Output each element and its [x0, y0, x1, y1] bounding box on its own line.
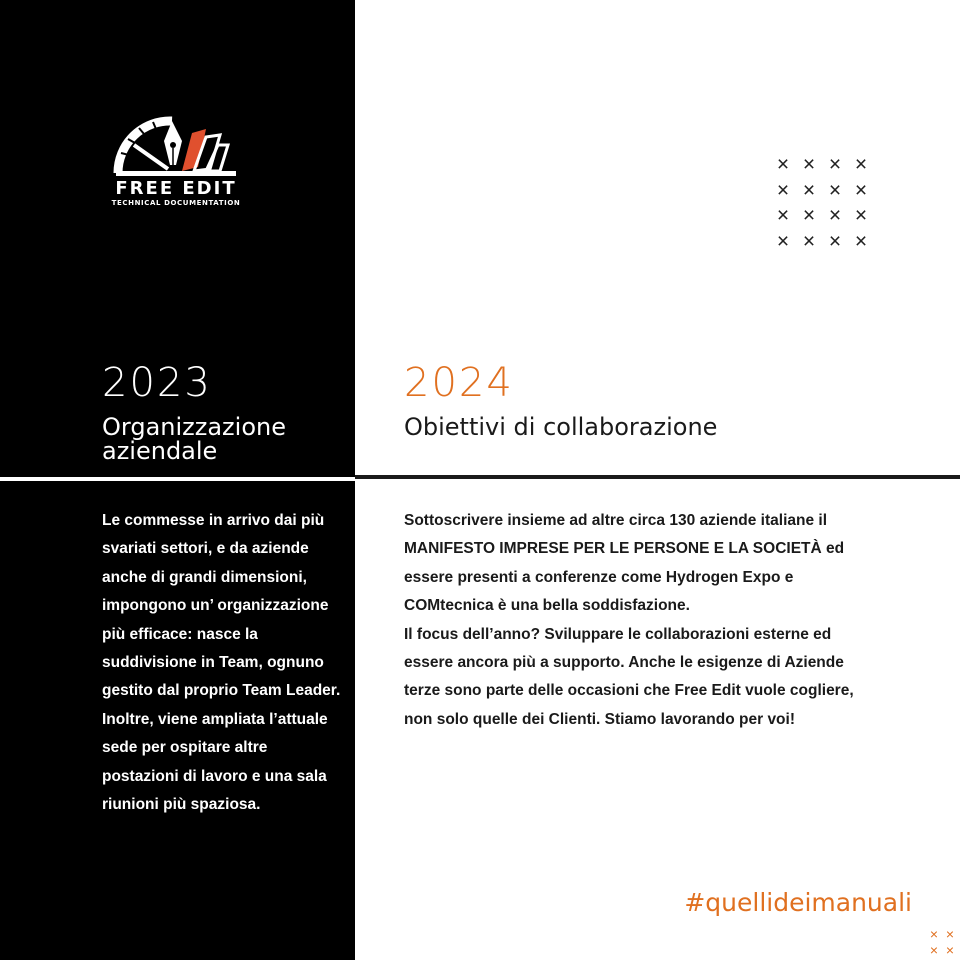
x-mark-icon: × — [802, 153, 816, 176]
x-mark-icon: × — [929, 942, 939, 958]
x-mark-icon: × — [776, 229, 790, 253]
x-mark-icon: × — [854, 178, 868, 202]
x-mark-icon: × — [929, 926, 939, 942]
body-2024-paragraph-2: Il focus dell’anno? Sviluppare le collaborazioni esterne ed essere ancora più a supporto. Anche le esigenze di Aziende terze sono parte delle occasioni che Free Edit vuole cogliere, non solo quelle dei Clienti. Stiamo lavorando per voi! — [404, 625, 854, 728]
left-divider — [0, 477, 355, 481]
x-mark-icon: × — [776, 178, 790, 202]
x-mark-icon: × — [802, 229, 816, 253]
heading-obiettivi: Obiettivi di collaborazione — [404, 413, 718, 441]
x-mark-grid — [770, 152, 870, 254]
gauge-pen-book-icon — [112, 115, 240, 177]
x-mark-icon: × — [945, 926, 955, 942]
body-2024-paragraph-1: Sottoscrivere insieme ad altre circa 130 aziende italiane il MANIFESTO IMPRESE PER LE PERSONE E LA SOCIETÀ ed essere presenti a conferenze come Hydrogen Expo e COMtecnica è una bella soddisfazione. — [404, 512, 845, 615]
x-mark-grid-small — [926, 926, 958, 958]
x-mark-icon: × — [854, 153, 868, 176]
x-mark-icon: × — [828, 229, 842, 253]
x-mark-icon: × — [828, 153, 842, 176]
x-mark-icon: × — [854, 204, 868, 227]
logo-subtitle: TECHNICAL DOCUMENTATION — [111, 199, 241, 207]
x-mark-icon: × — [828, 204, 842, 227]
body-2023 — [102, 507, 342, 819]
body-2023-text: Le commesse in arrivo dai più svariati settori, e da aziende anche di grandi dimensioni, impongono un’ organizzazione più efficace: nasce la suddivisione in Team, ognuno gestito dal proprio Team Leader. Inoltre, viene ampliata l’attuale sede per ospitare altre postazioni di lavoro e una sala riunioni più spaziosa. — [102, 512, 341, 814]
x-mark-icon: × — [776, 153, 790, 176]
year-2023: 2023 — [102, 360, 212, 406]
x-mark-icon: × — [776, 204, 790, 227]
hashtag: #quellideimanuali — [684, 888, 912, 917]
x-mark-icon: × — [945, 942, 955, 958]
year-2024: 2024 — [404, 360, 514, 406]
x-mark-icon: × — [802, 204, 816, 227]
heading-organizzazione: Organizzazione aziendale — [102, 413, 286, 465]
right-divider — [355, 475, 960, 479]
x-mark-icon: × — [802, 178, 816, 202]
body-2024 — [404, 507, 874, 734]
logo-title: FREE EDIT — [115, 178, 237, 199]
x-mark-icon: × — [828, 178, 842, 202]
free-edit-logo — [86, 110, 266, 210]
x-mark-icon: × — [854, 229, 868, 253]
